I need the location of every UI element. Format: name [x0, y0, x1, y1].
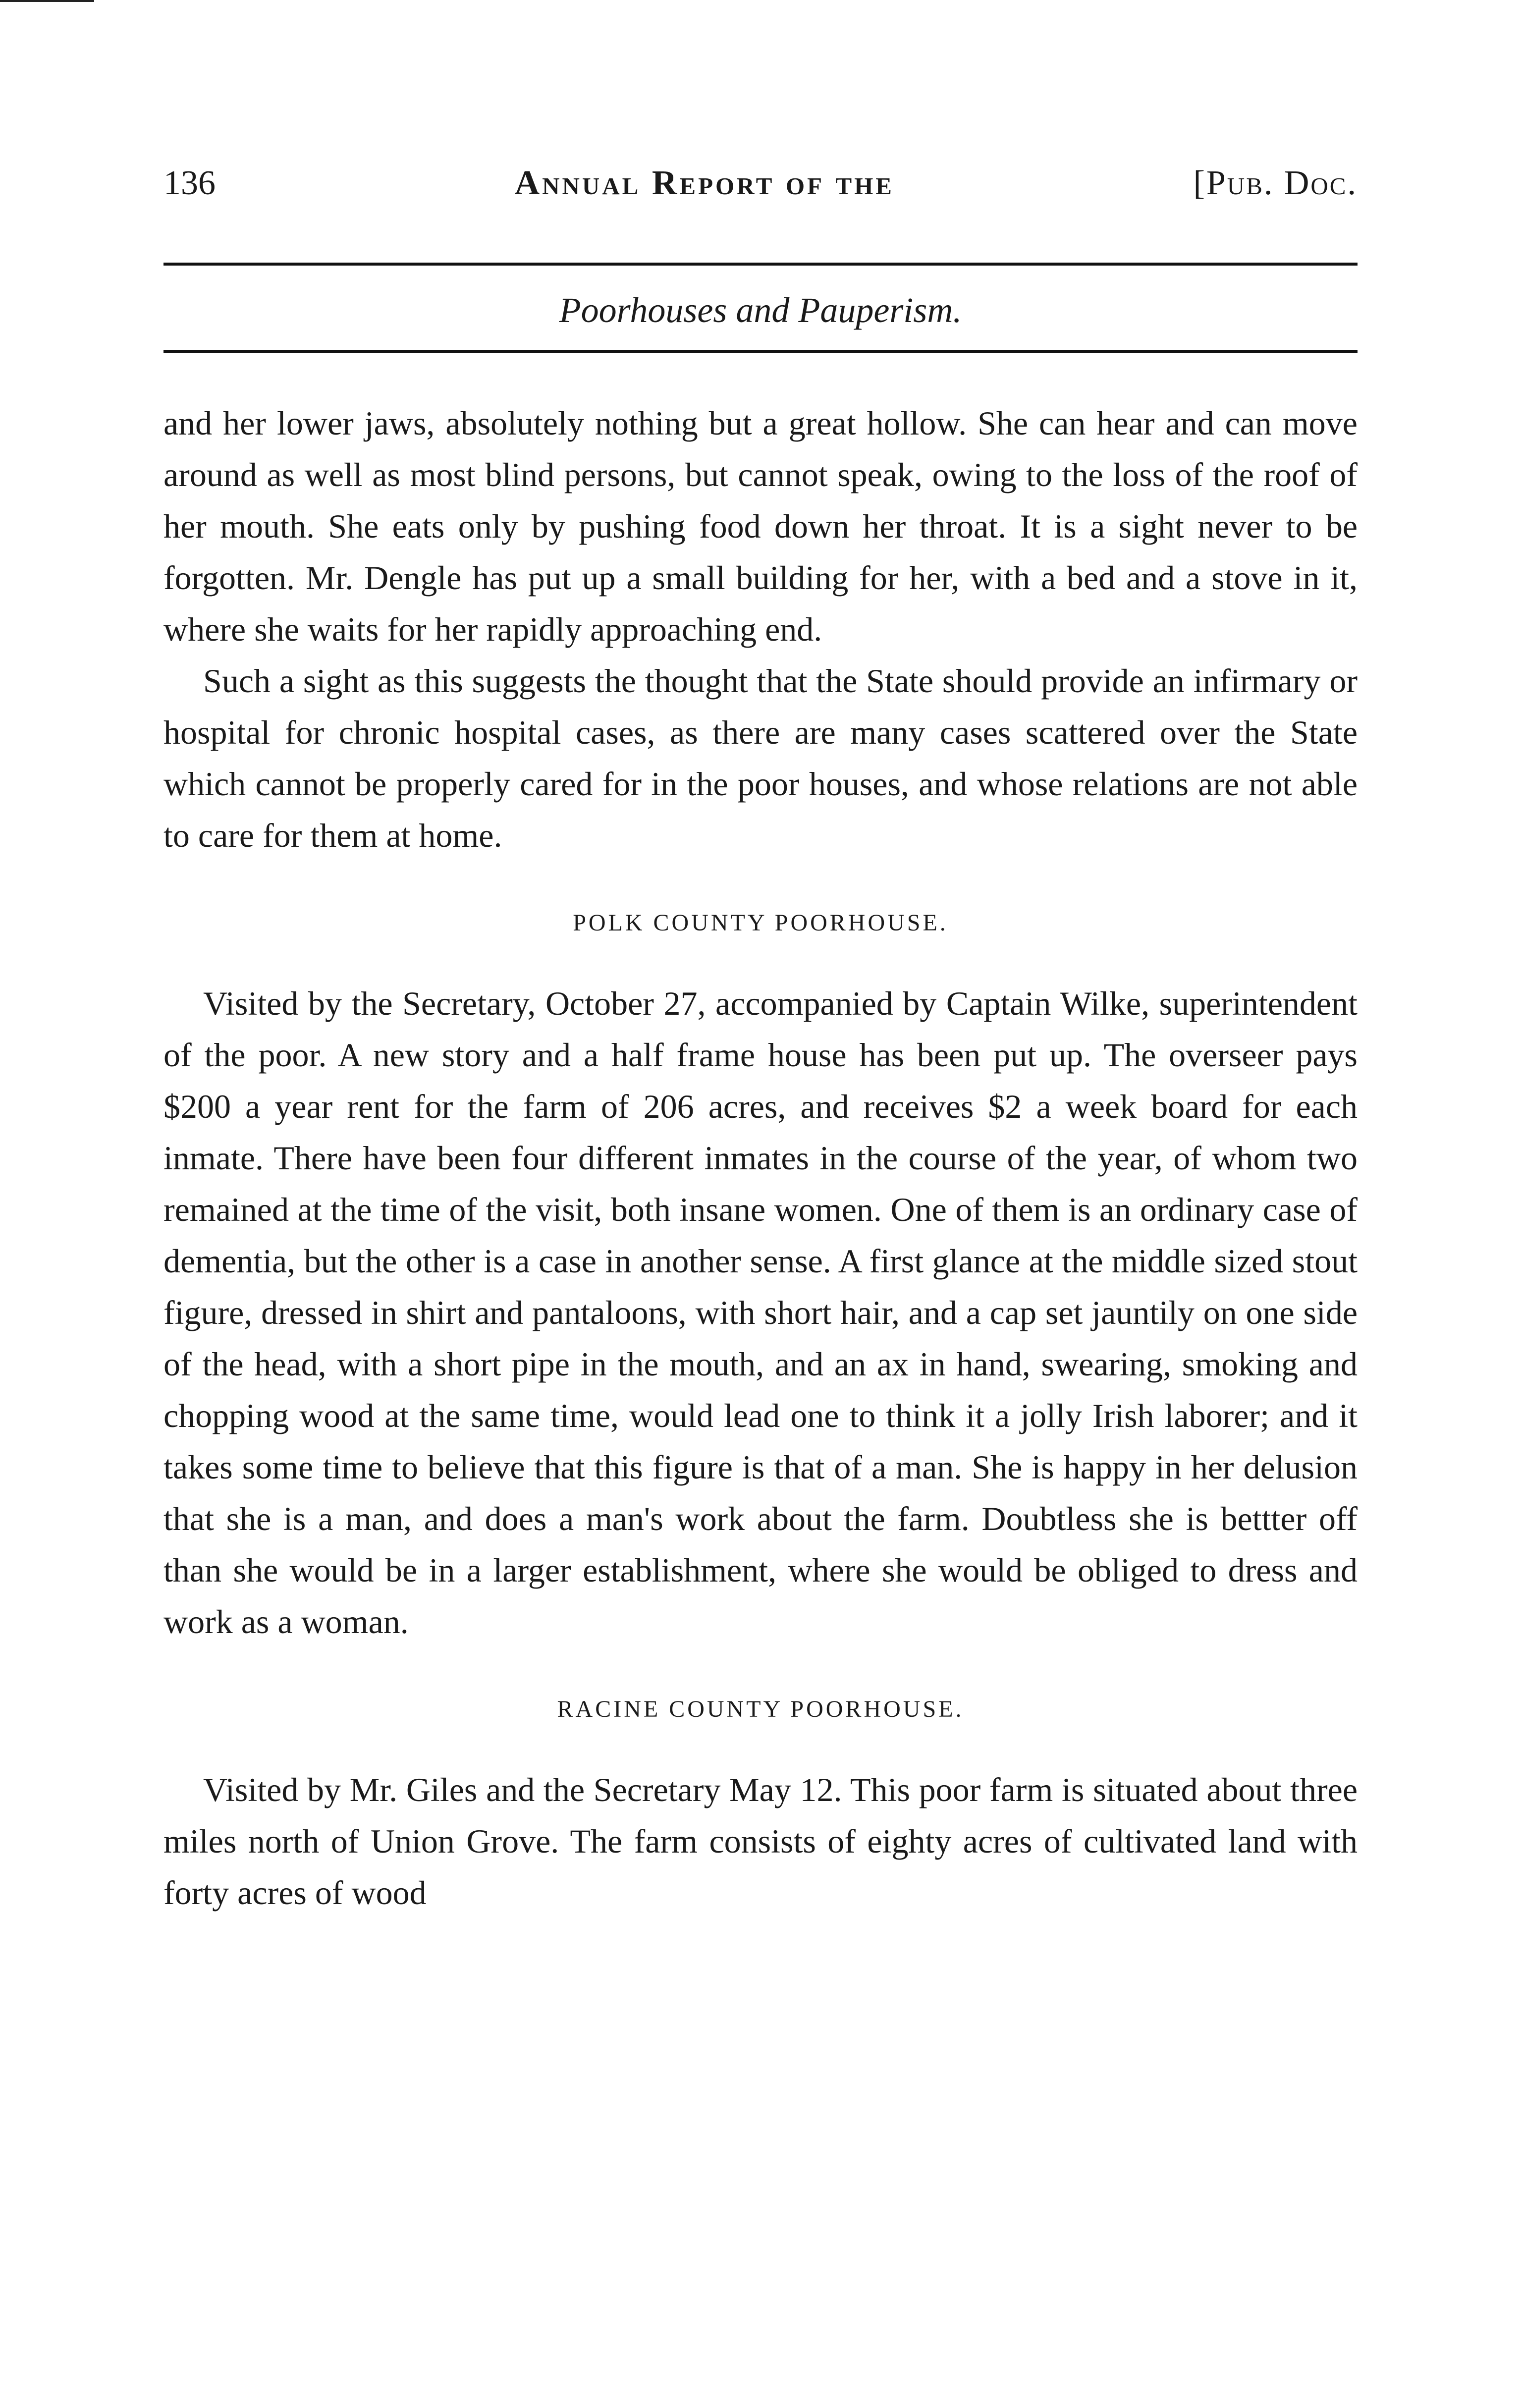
- page-number: 136: [163, 164, 216, 202]
- header-rule-top: [163, 263, 1358, 266]
- paragraph-infirmary: Such a sight as this suggests the thought that the State should provide an infirmary or hospital for chronic hospital cases, as there are many cases scattered over the State which cannot be properly cared for in the poor houses, and whose relations are not able to care for them at home.: [163, 662, 1358, 854]
- section-title: Poorhouses and Pauperism.: [559, 290, 962, 330]
- paragraph-racine-county: Visited by Mr. Giles and the Secretary May 12. This poor farm is situated about three miles north of Union Grove. The farm consists of eighty acres of cultivated land with forty acres of wood: [163, 1771, 1358, 1912]
- running-header: [163, 159, 1358, 208]
- subheading-racine-county: RACINE COUNTY POORHOUSE.: [557, 1696, 964, 1722]
- body-text: [163, 397, 1358, 1918]
- document-series: [Pub. Doc.: [1193, 164, 1358, 202]
- paragraph-continuation: and her lower jaws, absolutely nothing but a great hollow. She can hear and can move around as well as most blind persons, but cannot speak, owing to the loss of the roof of her mouth. She eats only by pushing food down her throat. It is a sight never to be forgotten. Mr. Dengle has put up a small building for her, with a bed and a stove in it, where she waits for her rapidly approaching end.: [163, 404, 1358, 648]
- header-rule-bottom: [163, 350, 1358, 353]
- document-page: [163, 159, 1358, 1918]
- paragraph-polk-county: Visited by the Secretary, October 27, accompanied by Captain Wilke, superintendent of the poor. A new story and a half frame house has been put up. The overseer pays $200 a year rent for the farm of 206 acres, and receives $2 a week board for each inmate. There have been four different inmates in the course of the year, of whom two remained at the time of the visit, both insane women. One of them is an ordinary case of dementia, but the other is a case in another sense. A first glance at the middle sized stout figure, dressed in shirt and pantaloons, with short hair, and a cap set jauntily on one side of the head, with a short pipe in the mouth, and an ax in hand, swearing, smoking and chopping wood at the same time, would lead one to think it a jolly Irish laborer; and it takes some time to believe that this figure is that of a man. She is happy in her delusion that she is a man, and does a man's work about the farm. Doubtless she is bettter off than she would be in a larger establishment, where she would be obliged to dress and work as a woman.: [163, 985, 1358, 1641]
- subheading-polk-county: POLK COUNTY POORHOUSE.: [573, 910, 948, 936]
- running-title: Annual Report of the: [514, 164, 894, 202]
- scan-edge-mark: [0, 0, 94, 2]
